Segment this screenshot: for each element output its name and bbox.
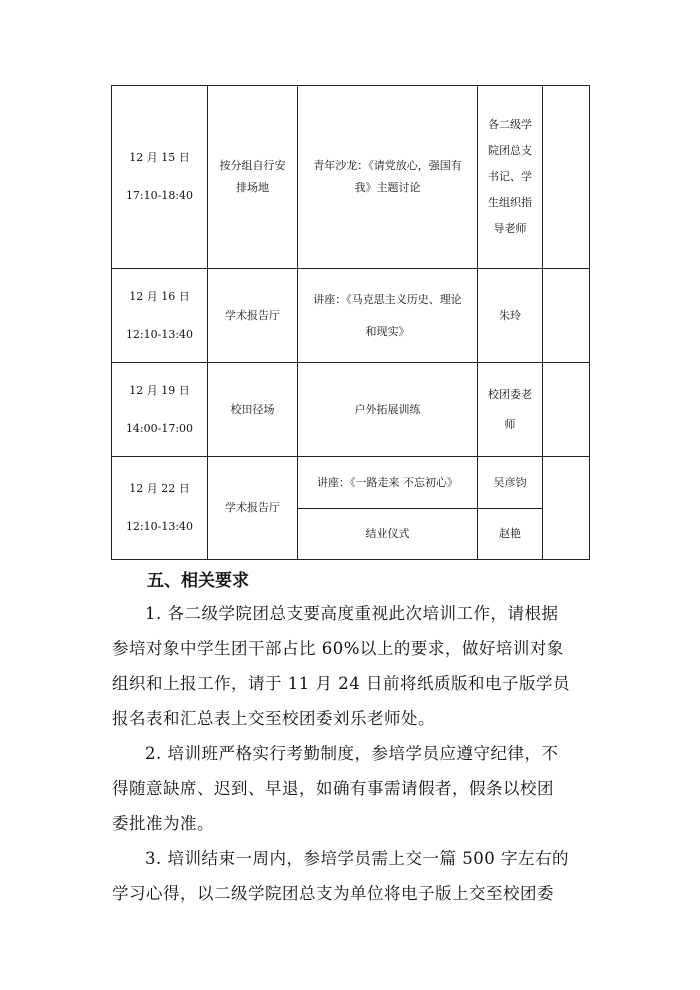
paragraph-line: 2. 培训班严格实行考勤制度，参培学员应遵守纪律，不 bbox=[145, 744, 559, 763]
speaker-text: 导老师 bbox=[493, 222, 527, 235]
time-text: 14:00-17:00 bbox=[125, 421, 194, 435]
venue-text: 排场地 bbox=[236, 181, 269, 194]
venue-text: 学术报告厅 bbox=[225, 501, 280, 514]
table-row bbox=[112, 86, 590, 269]
remarks-cell bbox=[543, 269, 590, 363]
paragraph-line: 参培对象中学生团干部占比 60%以上的要求，做好培训对象 bbox=[112, 639, 564, 658]
content-text: 结业仪式 bbox=[365, 527, 410, 540]
requirement-paragraph bbox=[112, 736, 600, 841]
content-text: 青年沙龙：《请党放心，强国有 bbox=[313, 159, 462, 172]
content-cell bbox=[298, 269, 478, 363]
venue-text: 学术报告厅 bbox=[225, 308, 280, 322]
speaker-cell bbox=[478, 86, 543, 269]
content-text: 我》主题讨论 bbox=[354, 181, 421, 194]
venue-text: 校田径场 bbox=[230, 402, 275, 416]
speaker-text: 赵艳 bbox=[499, 527, 521, 540]
time-text: 12:10-13:40 bbox=[125, 327, 194, 341]
content-cell bbox=[298, 363, 478, 457]
content-text: 户外拓展训练 bbox=[354, 402, 421, 416]
speaker-cell bbox=[478, 269, 543, 363]
paragraph-line: 1. 各二级学院团总支要高度重视此次培训工作，请根据 bbox=[145, 604, 559, 623]
speaker-text: 各二级学 bbox=[488, 118, 532, 131]
requirement-paragraph bbox=[112, 841, 600, 911]
date-cell bbox=[112, 269, 208, 363]
speaker-text: 院团总支 bbox=[488, 144, 532, 157]
speaker-text: 校团委老 bbox=[488, 387, 532, 401]
speaker-text: 吴彦钧 bbox=[493, 475, 527, 489]
time-text: 12:10-13:40 bbox=[125, 520, 194, 533]
remarks-cell bbox=[543, 457, 590, 560]
speaker-text: 朱玲 bbox=[499, 308, 521, 322]
date-cell bbox=[112, 363, 208, 457]
remarks-cell bbox=[543, 86, 590, 269]
venue-cell bbox=[208, 457, 298, 560]
content-cell bbox=[298, 86, 478, 269]
paragraph-line: 得随意缺席、迟到、早退，如确有事需请假者，假条以校团 bbox=[112, 779, 554, 798]
paragraph-line: 组织和上报工作，请于 11 月 24 日前将纸质版和电子版学员 bbox=[112, 674, 570, 693]
speaker-cell bbox=[478, 457, 543, 509]
speaker-cell bbox=[478, 509, 543, 560]
schedule-table bbox=[111, 85, 590, 560]
paragraph-line: 委批准为准。 bbox=[112, 814, 214, 833]
content-text: 和现实》 bbox=[365, 324, 410, 338]
date-text: 12 月 19 日 bbox=[129, 383, 190, 397]
paragraph-line: 报名表和汇总表上交至校团委刘乐老师处。 bbox=[112, 709, 435, 728]
requirement-paragraph bbox=[112, 596, 600, 736]
table-row bbox=[112, 457, 590, 509]
time-text: 17:10-18:40 bbox=[125, 189, 194, 202]
content-cell bbox=[298, 509, 478, 560]
section-heading: 五、相关要求 bbox=[147, 571, 249, 591]
table-row bbox=[112, 269, 590, 363]
paragraph-line: 学习心得，以二级学院团总支为单位将电子版上交至校团委 bbox=[112, 884, 554, 903]
paragraph-line: 3. 培训结束一周内，参培学员需上交一篇 500 字左右的 bbox=[145, 849, 569, 868]
date-cell bbox=[112, 457, 208, 560]
content-text: 讲座：《马克思主义历史、理论 bbox=[313, 292, 462, 306]
date-cell bbox=[112, 86, 208, 269]
table-row bbox=[112, 363, 590, 457]
content-cell bbox=[298, 457, 478, 509]
speaker-cell bbox=[478, 363, 543, 457]
venue-cell bbox=[208, 86, 298, 269]
venue-cell bbox=[208, 363, 298, 457]
speaker-text: 师 bbox=[504, 417, 516, 431]
speaker-text: 书记、学 bbox=[488, 170, 532, 183]
remarks-cell bbox=[543, 363, 590, 457]
content-text: 讲座：《一路走来 不忘初心》 bbox=[317, 475, 458, 489]
venue-cell bbox=[208, 269, 298, 363]
date-text: 12 月 16 日 bbox=[129, 289, 190, 303]
venue-text: 按分组自行安 bbox=[219, 159, 286, 172]
speaker-text: 生组织指 bbox=[488, 196, 532, 209]
date-text: 12 月 15 日 bbox=[129, 151, 190, 164]
date-text: 12 月 22 日 bbox=[129, 482, 190, 495]
